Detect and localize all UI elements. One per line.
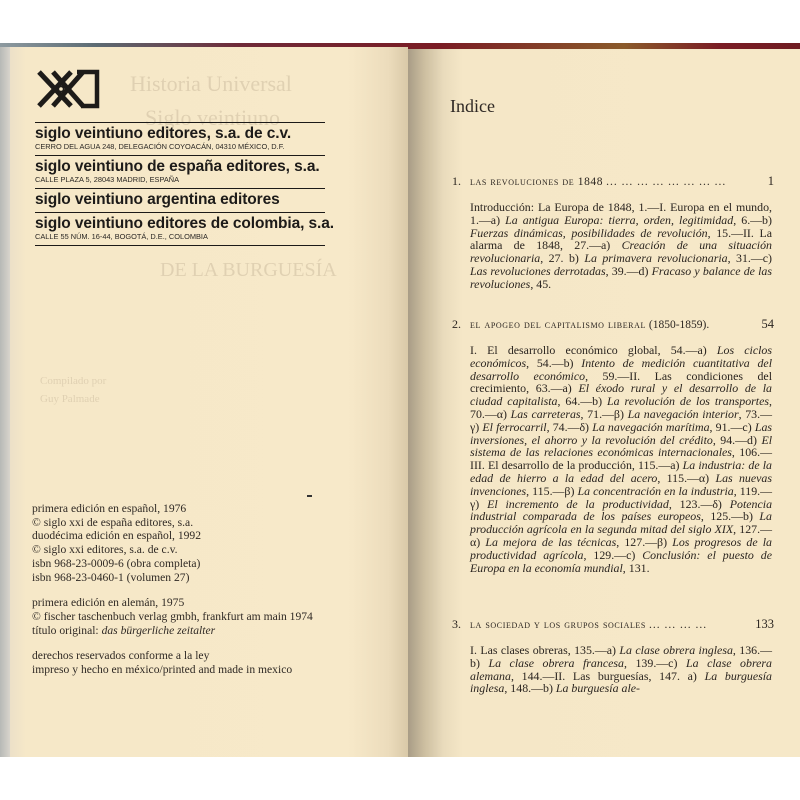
original-title-label: título original: [32, 623, 102, 637]
publisher-name: siglo veintiuno editores, s.a. de c.v. [35, 125, 292, 142]
page-number: 54 [761, 317, 774, 331]
original-title: das bürgerliche zeitalter [101, 623, 216, 637]
toc-entry-heading [452, 317, 774, 332]
divider [35, 122, 325, 123]
edition-info [32, 502, 392, 584]
colophon-line: © fischer taschenbuch verlag gmbh, frankfurt am main 1974 [32, 609, 313, 623]
isbn-line: isbn 968-23-0460-1 (volumen 27) [32, 570, 190, 584]
divider [35, 188, 325, 189]
colophon-line: © siglo xxi de españa editores, s.a. [32, 515, 194, 529]
chapter-summary: I. El desarrollo económico global, 54.—a) Los ciclos económicos, 54.—b) Intento de medición cuantitativa del desarrollo económico, 59.—II. Las condiciones del crecimiento, 63.—a) El éxodo rural y el desarrollo de la ciudad capitalista, 64.—b) La revolución de los transportes, 70.—α) Las carreteras, 71.—β) La navegación interior, 73.—γ) El ferrocarril, 74.—δ) La navegación marítima, 91.—c) Las inversiones, el ahorro y la revolución del crédito, 94.—d) El sistema de las relaciones económicas internacionales, 106.—III. El desarrollo de la producción, 115.—a) La industria: de la edad de hierro a la edad del acero, 115.—α) Las nuevas invenciones, 115.—β) La concentración en la industria, 119.—γ) El incremento de la productividad, 123.—δ) Potencia industrial comparada de los países europeos, 125.—b) La producción agrícola en la segunda mitad del siglo XIX, 127.—α) La mejora de las técnicas, 127.—β) Los progresos de la productividad agrícola, 129.—c) Conclusión: el puesto de Europa en la economía mundial, 131. [470, 343, 773, 575]
rights-info [32, 649, 392, 676]
bleed-through-text: DE LA BURGUESÍA [160, 259, 337, 281]
colophon-line: primera edición en español, 1976 [32, 502, 187, 515]
divider [35, 245, 325, 246]
leader-dots: ... ... ... ... ... ... ... ... [606, 176, 727, 188]
colophon-line: © siglo xxi editores, s.a. de c.v. [32, 543, 178, 557]
chapter-number: 3. [452, 617, 461, 631]
original-edition-info [32, 596, 392, 637]
colophon-line: duodécima edición en español, 1992 [32, 529, 202, 543]
page-number: 133 [755, 617, 774, 631]
toc-entry [452, 617, 774, 695]
colophon-line: derechos reservados conforme a la ley [32, 649, 210, 663]
divider [35, 212, 325, 213]
bleed-through-text: Compilado por [40, 375, 107, 387]
left-page [10, 47, 408, 757]
colophon-line: impreso y hecho en méxico/printed and made in mexico [32, 663, 293, 677]
colophon-line: primera edición en alemán, 1975 [32, 596, 185, 610]
page-number: 1 [767, 174, 774, 188]
bleed-through-text: Historia Universal [130, 71, 292, 96]
publisher-address: CALLE PLAZA 5, 28043 MADRID, ESPAÑA [35, 175, 180, 184]
divider [35, 155, 325, 156]
publisher-address: CERRO DEL AGUA 248, DELEGACIÓN COYOACÁN, 04310 MÉXICO, D.F. [35, 142, 285, 151]
chapter-summary: Introducción: La Europa de 1848, 1.—I. Europa en el mundo, 1.—a) La antigua Europa: tierra, orden, legitimidad, 6.—b) Fuerzas dinámicas, posibilidades de revolución, 15.—II. La alarma de 1848, 27.—a) Creación de una situación revolucionaria, 27. b) La primavera revolucionaria, 31.—c) Las revoluciones derrotadas, 39.—d) Fracaso y balance de las revoluciones, 45. [470, 200, 773, 291]
publisher-name: siglo veintiuno de españa editores, s.a. [35, 158, 320, 175]
chapter-summary: I. Las clases obreras, 135.—a) La clase obrera inglesa, 136.—b) La clase obrera francesa, 139.—c) La clase obrera alemana, 144.—II. Las burguesías, 147. a) La burguesía inglesa, 148.—b) La burguesía ale- [470, 643, 772, 696]
bleed-through-text: Siglo veintiuno [145, 105, 281, 130]
colophon [32, 502, 392, 689]
toc-entry-heading [452, 174, 774, 189]
toc-entry-heading [452, 617, 774, 632]
publisher-address: CALLE 55 NÚM. 16-44, BOGOTÁ, D.E., COLOMBIA [35, 232, 208, 241]
isbn-line: isbn 968-23-0009-6 (obra completa) [32, 556, 201, 570]
publisher-name: siglo veintiuno editores de colombia, s.a. [35, 215, 334, 232]
siglo-xxi-logo-icon [37, 69, 101, 109]
publisher-imprints [35, 122, 334, 246]
chapter-title: el apogeo del capitalismo liberal (1850-1859). [470, 319, 710, 331]
chapter-title: la sociedad y los grupos sociales [470, 619, 646, 631]
publisher-name: siglo veintiuno argentina editores [35, 191, 280, 208]
chapter-number: 1. [452, 174, 461, 188]
toc-entry [452, 317, 774, 574]
page-title: Indice [450, 96, 495, 116]
page-edge-left [0, 47, 10, 757]
chapter-number: 2. [452, 317, 461, 331]
chapter-title: las revoluciones de 1848 [470, 176, 604, 188]
printer-mark [307, 495, 312, 497]
original-title-line [32, 624, 392, 638]
toc-entry [452, 174, 774, 291]
bleed-through-text: Guy Palmade [40, 393, 100, 405]
leader-dots: ... ... ... ... [648, 619, 708, 631]
